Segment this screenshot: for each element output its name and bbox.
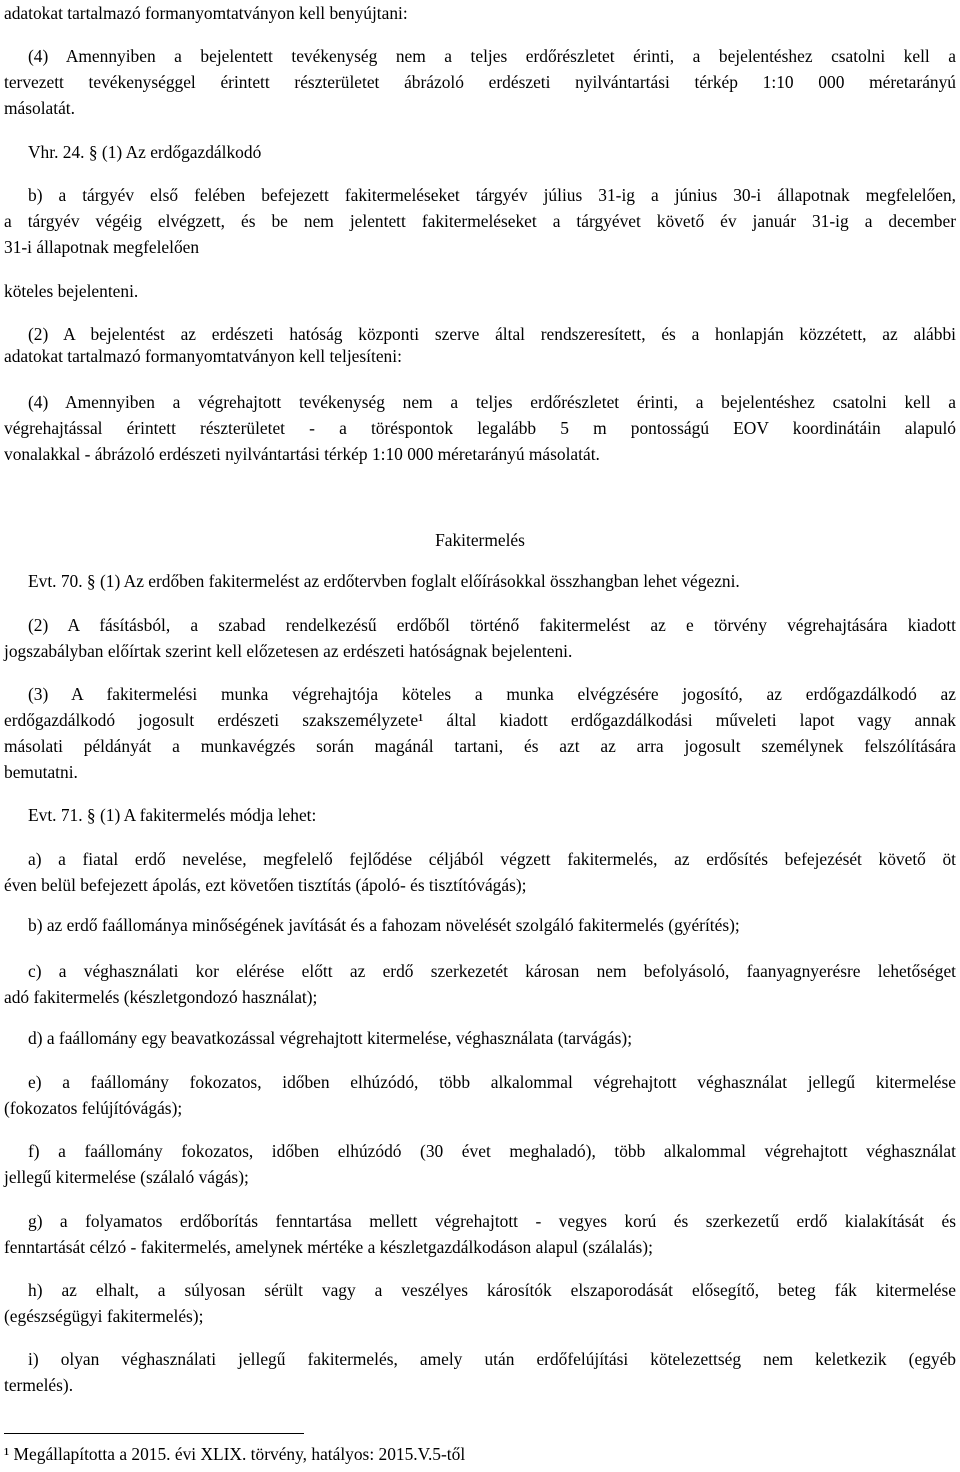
text-line: (fokozatos felújítóvágás); [4, 1098, 183, 1118]
text-line: d) a faállomány egy beavatkozással végrehajtott kitermelése, véghasználata (tarvágás); [28, 1028, 633, 1048]
text-line: (2) A fásításból, a szabad rendelkezésű erdőből történő fakitermelést az e törvény végrehajtására kiadott [28, 615, 956, 635]
text-line: fenntartását célzó - fakitermelés, amelynek mértéke a készletgazdálkodáson alapul (szálalás); [4, 1237, 653, 1257]
text-line: adatokat tartalmazó formanyomtatványon kell benyújtani: [4, 3, 408, 23]
text-line: erdőgazdálkodó jogosult erdészeti szakszemélyzete¹ által kiadott erdőgazdálkodási műveleti lapot vagy annak [4, 710, 956, 730]
text-line: (4) Amennyiben a bejelentett tevékenység nem a teljes erdőrészletet érinti, a bejelentéshez csatolni kell a [28, 46, 956, 66]
text-line: c) a véghasználati kor elérése előtt az erdő szerkezetét károsan nem befolyásoló, faanyagnyerésre lehetőséget [28, 961, 956, 981]
text-line: Evt. 71. § (1) A fakitermelés módja lehet: [28, 805, 317, 825]
text-line: b) az erdő faállománya minőségének javítását és a fahozam növelését szolgáló fakitermelés (gyérítés); [28, 915, 740, 935]
text-line: i) olyan véghasználati jellegű fakitermelés, amely után erdőfelújítási kötelezettség nem keletkezik (egyéb [28, 1349, 956, 1369]
text-line: tervezett tevékenységgel érintett részterületet ábrázoló erdészeti nyilvántartási térkép 1:10 000 méretarányú [4, 72, 956, 92]
text-line: h) az elhalt, a súlyosan sérült vagy a veszélyes károsítók elszaporodását elősegítő, beteg fák kitermelése [28, 1280, 956, 1300]
text-line: éven belül befejezett ápolás, ezt követően tisztítás (ápoló- és tisztítóvágás); [4, 875, 527, 895]
text-line: másolatát. [4, 98, 75, 118]
text-line: Vhr. 24. § (1) Az erdőgazdálkodó [28, 142, 262, 162]
footnote-separator [4, 1433, 304, 1434]
text-line: vonalakkal - ábrázoló erdészeti nyilvántartási térkép 1:10 000 méretarányú másolatát. [4, 444, 600, 464]
text-line: adatokat tartalmazó formanyomtatványon kell teljesíteni: [4, 346, 402, 366]
text-line: bemutatni. [4, 762, 78, 782]
text-line: jogszabályban előírtak szerint kell előzetesen az erdészeti hatóságnak bejelenteni. [4, 641, 573, 661]
text-line: köteles bejelenteni. [4, 281, 139, 301]
text-line: Evt. 70. § (1) Az erdőben fakitermelést az erdőtervben foglalt előírásokkal összhangban lehet végezni. [28, 571, 740, 591]
text-line: termelés). [4, 1375, 74, 1395]
text-line: végrehajtással érintett részterületet - a töréspontok legalább 5 m pontosságú EOV koordinátáin alapuló [4, 418, 956, 438]
text-line: (egészségügyi fakitermelés); [4, 1306, 204, 1326]
text-line: a) a fiatal erdő nevelése, megfelelő fejlődése céljából végzett fakitermelés, az erdősítés befejezését követő öt [28, 849, 956, 869]
text-line: g) a folyamatos erdőborítás fenntartása mellett végrehajtott - vegyes korú és szerkezetű erdő kialakítását és [28, 1211, 956, 1231]
text-line: Fakitermelés [435, 530, 525, 550]
text-line: (2) A bejelentést az erdészeti hatóság központi szerve által rendszeresített, és a honlapján közzétett, az alábbi [28, 324, 956, 344]
text-line: a tárgyév végéig elvégzett, és be nem jelentett fakitermeléseket a tárgyévet követő év január 31-ig a december [4, 211, 956, 231]
text-line: e) a faállomány fokozatos, időben elhúzódó, több alkalommal végrehajtott véghasználat jellegű kitermelése [28, 1072, 956, 1092]
footnote: ¹ Megállapította a 2015. évi XLIX. törvény, hatályos: 2015.V.5-től [4, 1444, 466, 1464]
text-line: b) a tárgyév első felében befejezett fakitermeléseket tárgyév július 31-ig a június 30-i állapotnak megfelelően, [28, 185, 956, 205]
text-line: f) a faállomány fokozatos, időben elhúzódó (30 évet meghaladó), több alkalommal végrehajtott véghasználat [28, 1141, 956, 1161]
text-line: 31-i állapotnak megfelelően [4, 237, 200, 257]
text-line: (3) A fakitermelési munka végrehajtója köteles a munka elvégzésére jogosító, az erdőgazdálkodó az [28, 684, 956, 704]
text-line: (4) Amennyiben a végrehajtott tevékenység nem a teljes erdőrészletet érinti, a bejelentéshez csatolni kell a [28, 392, 956, 412]
text-line: jellegű kitermelése (szálaló vágás); [4, 1167, 249, 1187]
text-line: adó fakitermelés (készletgondozó használat); [4, 987, 318, 1007]
text-line: másolati példányát a munkavégzés során magánál tartani, és azt az arra jogosult személynek felszólítására [4, 736, 956, 756]
